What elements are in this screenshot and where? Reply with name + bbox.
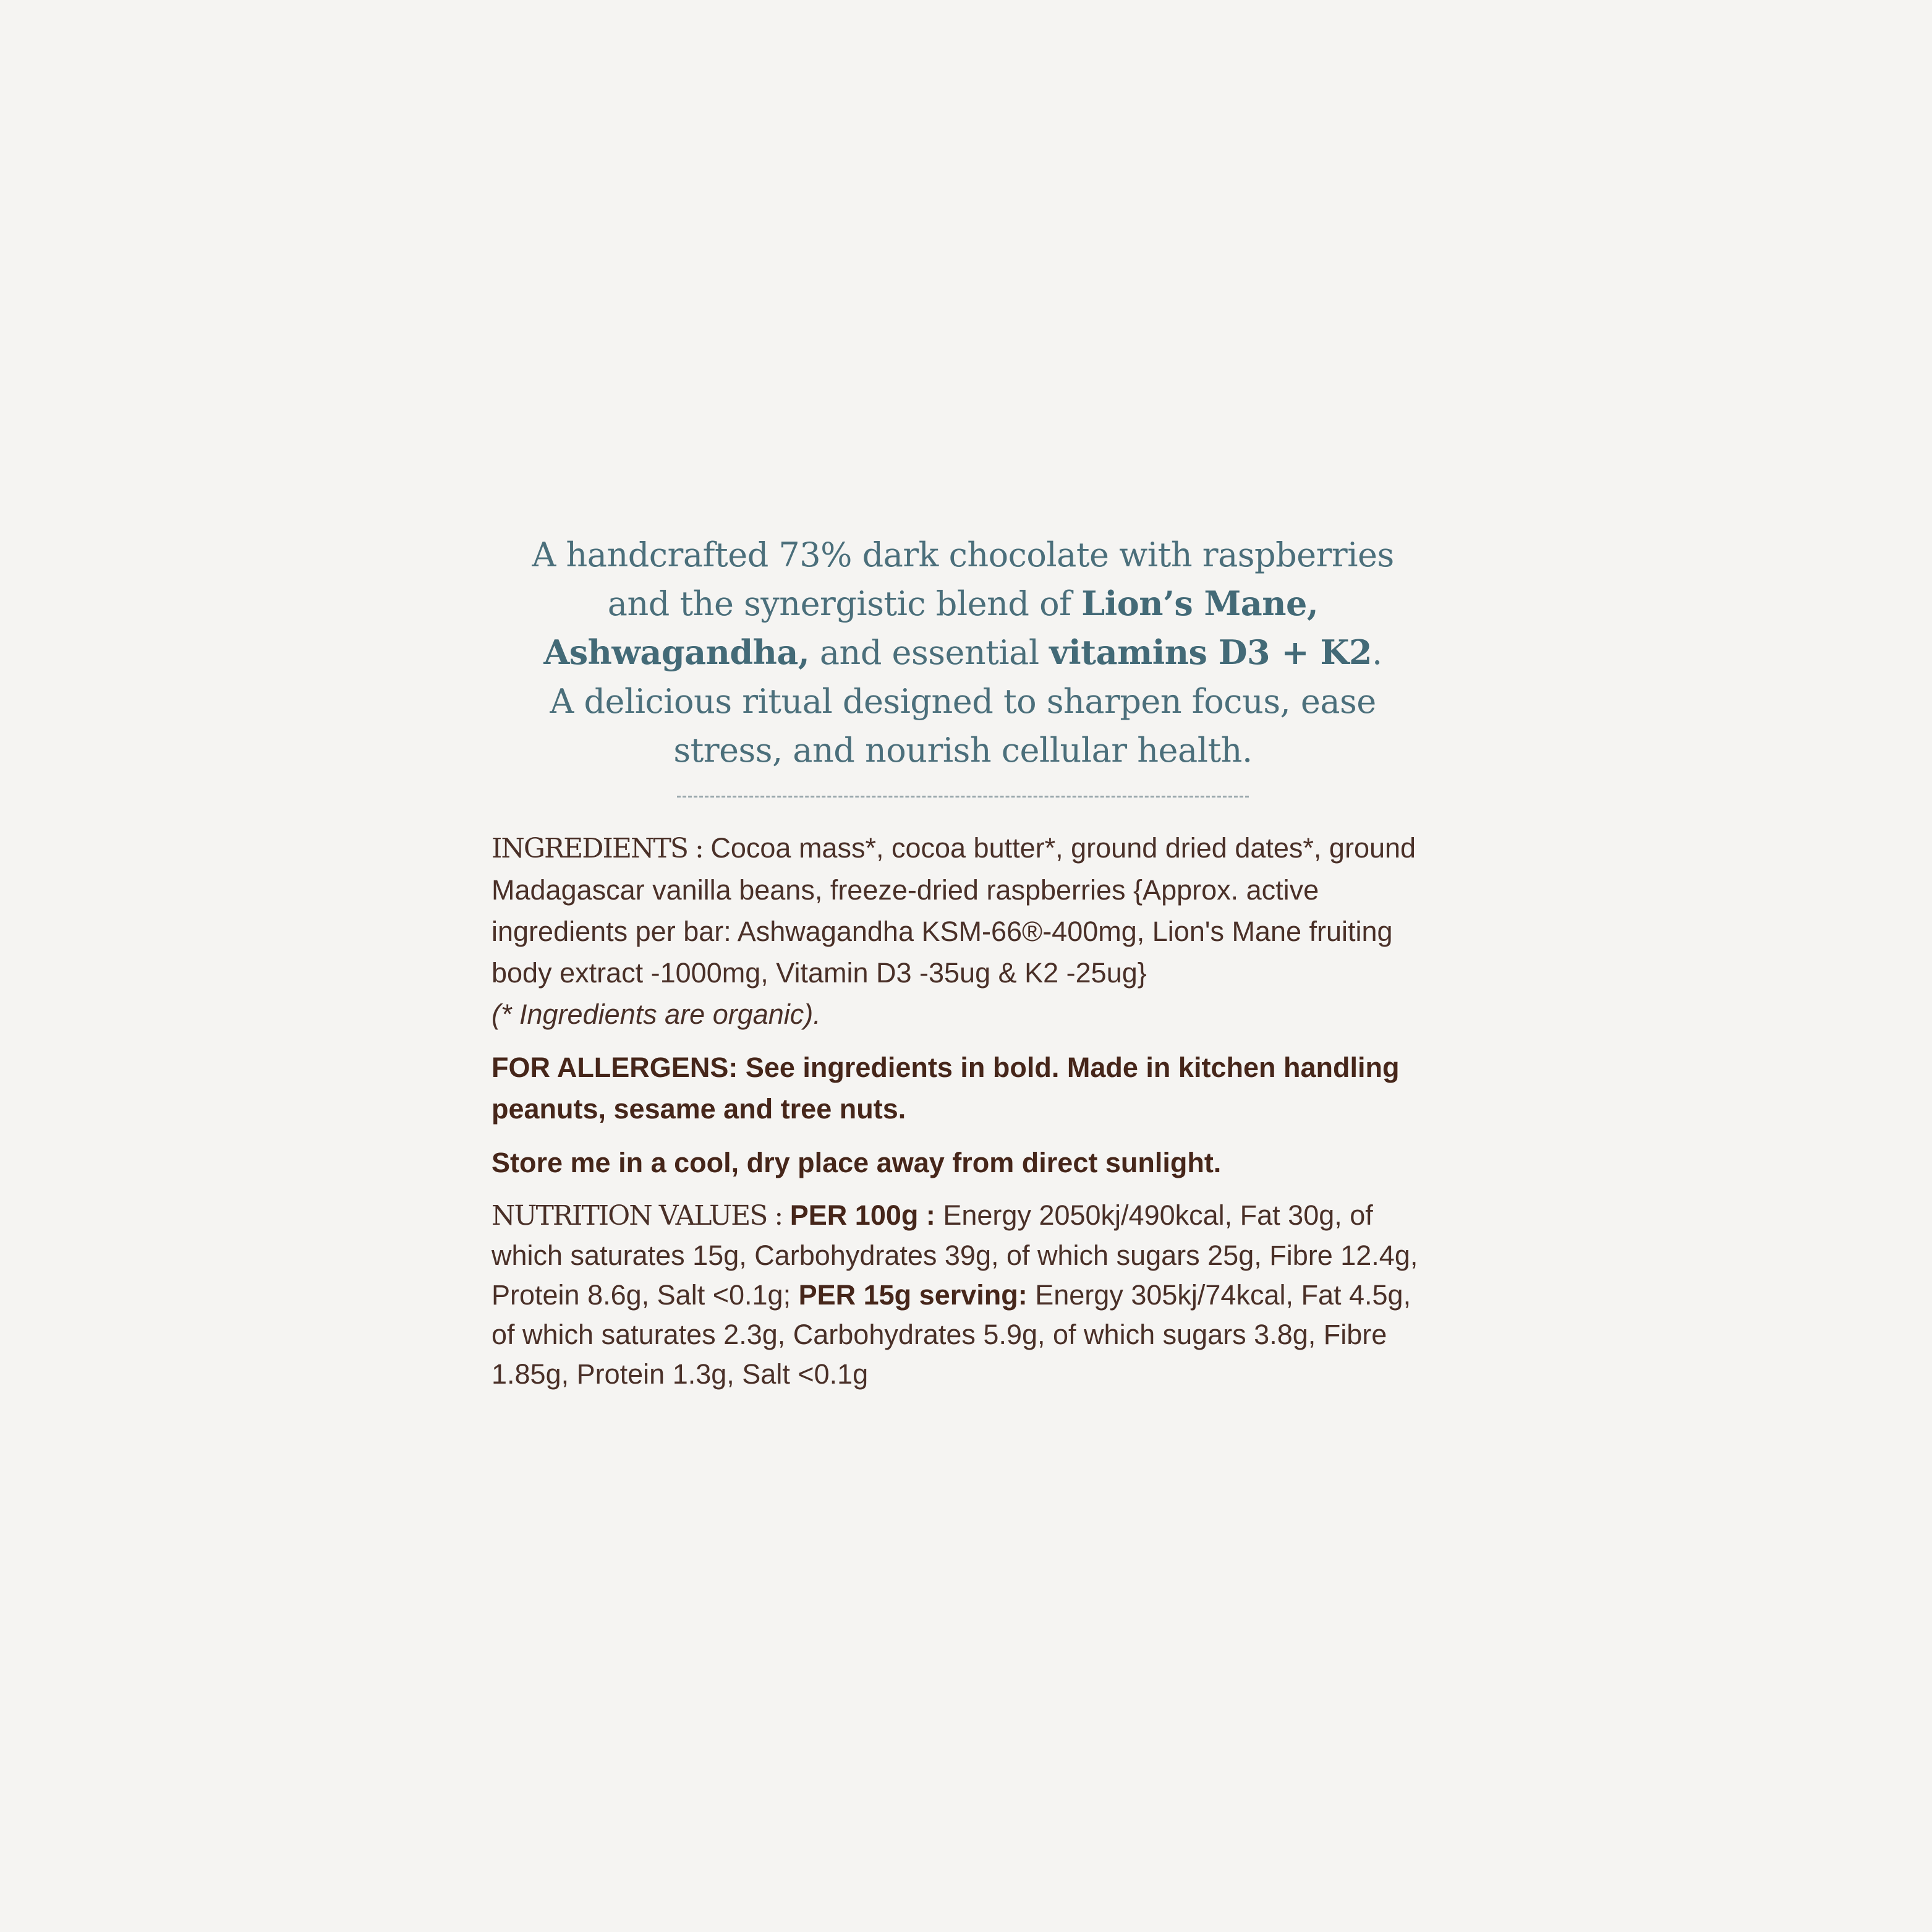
- ingredients-label: INGREDIENTS :: [492, 833, 703, 864]
- intro-lions-mane: Lion’s Mane,: [1081, 584, 1319, 623]
- storage-instructions: Store me in a cool, dry place away from direct sunlight.: [492, 1147, 1222, 1178]
- allergens-notice: FOR ALLERGENS: See ingredients in bold. Made in kitchen handling peanuts, sesame and tree nuts.: [492, 1052, 1400, 1125]
- intro-line-4: A delicious ritual designed to sharpen focus, ease: [550, 682, 1376, 721]
- organic-note: (* Ingredients are organic).: [492, 998, 821, 1030]
- dashed-divider: [677, 796, 1249, 798]
- intro-line-3: and essential: [809, 633, 1050, 672]
- intro-line-3-end: .: [1371, 633, 1382, 672]
- intro-line-2: and the synergistic blend of: [607, 584, 1082, 623]
- per-15g-values: Energy 305kj/74kcal, Fat 4.5g, of which saturates 2.3g, Carbohydrates 5.9g, of which sugars 3.8g, Fibre 1.85g, Protein 1.3g, Salt <0.1g: [492, 1279, 1411, 1390]
- per-100g-label: PER 100g :: [782, 1199, 935, 1231]
- ingredients-section: [492, 827, 1434, 1035]
- per-100g-values: Energy 2050kj/490kcal, Fat 30g, of which saturates 15g, Carbohydrates 39g, of which sugars 25g, Fibre 12.4g, Protein 8.6g, Salt <0.1g;: [492, 1199, 1418, 1311]
- ingredients-text: Cocoa mass*, cocoa butter*, ground dried dates*, ground Madagascar vanilla beans, freeze-dried raspberries {Approx. active ingredients per bar: Ashwagandha KSM-66®-400mg, Lion's Mane fruiting body extract -1000mg, Vitamin D3 -35ug & K2 -25ug}: [492, 832, 1416, 989]
- intro-line-1: A handcrafted 73% dark chocolate with raspberries: [532, 535, 1394, 574]
- per-15g-label: PER 15g serving:: [791, 1279, 1028, 1311]
- nutrition-section: [492, 1196, 1434, 1394]
- intro-vitamins: vitamins D3 + K2: [1049, 632, 1372, 672]
- intro-line-5: stress, and nourish cellular health.: [673, 731, 1253, 770]
- nutrition-label: NUTRITION VALUES :: [492, 1200, 783, 1232]
- product-info-panel: [492, 530, 1434, 1394]
- intro-ashwagandha: Ashwagandha,: [543, 632, 810, 672]
- product-description: [492, 530, 1434, 775]
